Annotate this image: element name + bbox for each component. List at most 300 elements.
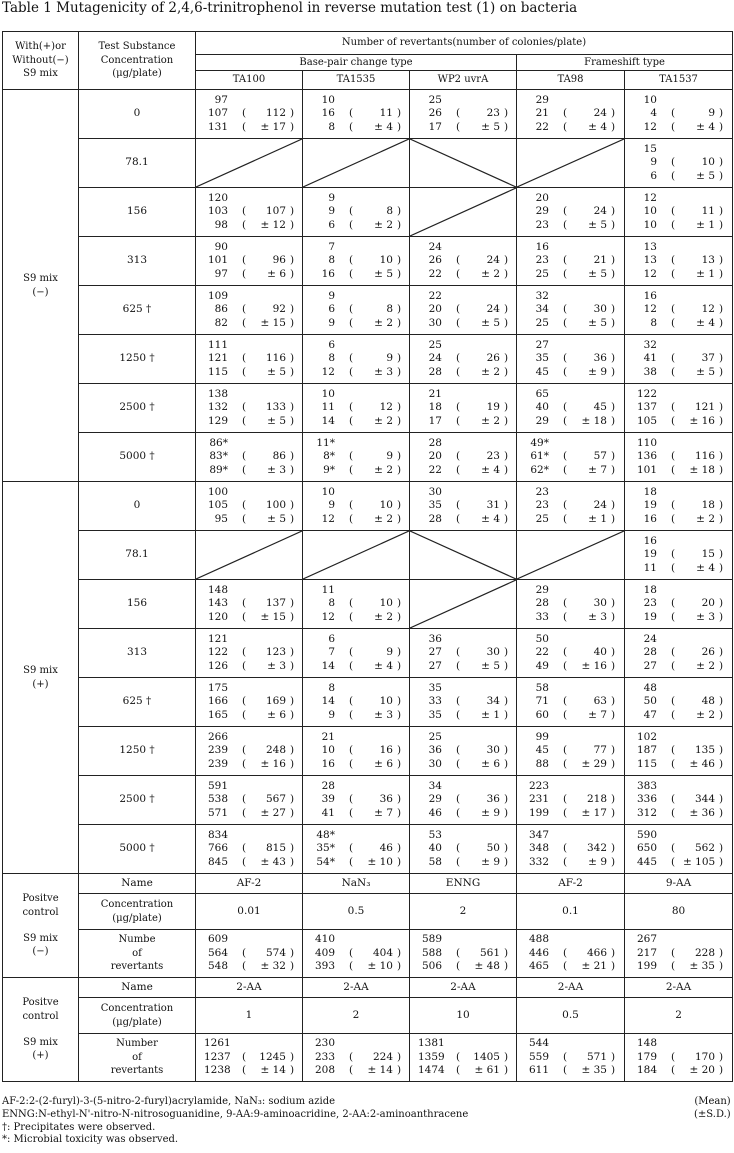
value-line: [196, 731, 302, 745]
paren-open: (: [563, 463, 568, 476]
label-line: (μg/plate): [112, 68, 162, 80]
paren-open: (: [349, 352, 354, 365]
plus-minus: ±: [689, 960, 702, 973]
value-line: [410, 366, 516, 380]
value-line: [517, 584, 624, 598]
value-line: [303, 646, 409, 660]
paren-close: ): [719, 1064, 724, 1077]
sd-value: [575, 219, 607, 233]
value-line: [625, 464, 732, 478]
plate-count: 24: [428, 352, 442, 365]
mean-value: 9: [386, 646, 393, 659]
sd-number: 20: [701, 1064, 715, 1077]
plate-count: 266: [207, 730, 228, 743]
mutagenicity-table: [2, 31, 733, 1082]
plus-minus: ±: [581, 960, 594, 973]
plate-count: 40: [428, 842, 442, 855]
plate-count: 9: [328, 708, 335, 721]
value-line: [196, 450, 302, 464]
revertant-cell: [303, 237, 410, 286]
plate-count: 95: [214, 512, 228, 525]
mean-value: 116: [694, 450, 715, 463]
sd-number: 16: [593, 659, 607, 672]
paren-open: (: [456, 695, 461, 708]
value-line: [517, 317, 624, 331]
plus-minus: ±: [374, 316, 387, 329]
plate-count: 12: [321, 610, 335, 623]
positive-concentration: 0.1: [517, 894, 625, 930]
sd-number: 61: [486, 1064, 500, 1077]
value-line: [303, 731, 409, 745]
revertant-cell: [625, 482, 733, 531]
revertant-values: [517, 780, 624, 821]
plus-minus: ±: [588, 463, 601, 476]
paren-close: ): [719, 156, 724, 169]
plate-count: 650: [636, 842, 657, 855]
value-line: [517, 450, 624, 464]
paren-open: (: [349, 1050, 354, 1063]
sd-number: 1: [708, 218, 715, 231]
label-line: Positve: [22, 893, 59, 905]
paren-close: ): [719, 205, 724, 218]
mean-value: 137: [265, 597, 286, 610]
revertant-cell: [303, 531, 410, 580]
plus-minus: ±: [374, 708, 387, 721]
mean-value: 562: [694, 842, 715, 855]
sd-number: 5: [708, 365, 715, 378]
sd-value: [575, 758, 607, 772]
value-line: [196, 192, 302, 206]
revertant-cell: [196, 727, 303, 776]
sd-value: [254, 611, 286, 625]
sd-number: 9: [493, 806, 500, 819]
sd-value: [575, 709, 607, 723]
value-line: [410, 339, 516, 353]
value-line: [625, 513, 732, 527]
paren-close: ): [397, 267, 402, 280]
revertant-cell: [625, 335, 733, 384]
paren-close: ): [719, 218, 724, 231]
plate-count: 17: [428, 120, 442, 133]
value-line: [410, 352, 516, 366]
diagonal-line: [517, 139, 624, 187]
paren-close: ): [611, 512, 616, 525]
plate-count: 488: [528, 933, 549, 946]
paren-close: ): [504, 414, 509, 427]
revertant-values: [625, 1037, 732, 1078]
revertant-values: [410, 780, 516, 821]
plate-count: 27: [535, 338, 549, 351]
mean-value: 19: [486, 401, 500, 414]
diagonal-line: [410, 580, 516, 628]
revertant-values: [625, 682, 732, 723]
plate-count: 11: [321, 583, 335, 596]
value-line: [303, 499, 409, 513]
sd-number: 4: [386, 659, 393, 672]
plate-count: 9: [328, 191, 335, 204]
value-line: [517, 933, 624, 947]
revertant-values: [196, 1037, 302, 1078]
positive-substance-name: ENNG: [410, 874, 517, 894]
revertant-values: [410, 241, 516, 282]
plate-count: 16: [321, 757, 335, 770]
table-row: [3, 678, 733, 727]
concentration-cell: 0: [79, 482, 196, 531]
plate-count: 12: [643, 267, 657, 280]
plate-count: 99: [535, 730, 549, 743]
mean-value: 34: [486, 695, 500, 708]
revertant-cell: [303, 629, 410, 678]
revertant-values: [517, 731, 624, 772]
table-title: Table 1 Mutagenicity of 2,4,6-trinitrophenol in reverse mutation test (1) on bacteria: [2, 0, 578, 16]
mean-value: 96: [272, 254, 286, 267]
value-line: [303, 856, 409, 870]
value-line: [517, 486, 624, 500]
revertant-values: [303, 933, 409, 974]
label-line: Concentration: [100, 54, 174, 66]
paren-open: (: [563, 806, 568, 819]
value-line: [625, 268, 732, 282]
plate-count: 12: [321, 365, 335, 378]
paren-open: (: [242, 414, 247, 427]
value-line: [196, 388, 302, 402]
revertant-values: [517, 192, 624, 233]
value-line: [410, 1064, 516, 1078]
paren-open: (: [671, 946, 676, 959]
value-line: [410, 401, 516, 415]
paren-open: (: [349, 450, 354, 463]
value-line: [625, 121, 732, 135]
plate-count: 23: [535, 499, 549, 512]
value-line: [303, 829, 409, 843]
value-line: [625, 856, 732, 870]
plus-minus: ±: [481, 512, 494, 525]
plus-minus: ±: [696, 659, 709, 672]
value-line: [303, 352, 409, 366]
sd-number: 4: [493, 463, 500, 476]
plate-count: 11*: [316, 436, 335, 449]
mean-value: 224: [372, 1050, 393, 1063]
value-line: [410, 241, 516, 255]
paren-open: (: [563, 659, 568, 672]
sd-number: 6: [279, 267, 286, 280]
value-line: [517, 744, 624, 758]
paren-open: (: [242, 1064, 247, 1077]
value-line: [625, 450, 732, 464]
table-row: [3, 531, 733, 580]
sd-number: 6: [386, 757, 393, 770]
revertant-values: [196, 486, 302, 527]
plate-count: 1237: [204, 1050, 231, 1063]
revertant-cell: [410, 482, 517, 531]
label-line: Without(−): [12, 54, 69, 66]
paren-open: (: [456, 1064, 461, 1077]
plate-count: 98: [214, 218, 228, 231]
paren-open: (: [242, 254, 247, 267]
value-line: [410, 94, 516, 108]
paren-close: ): [290, 1064, 295, 1077]
sd-value: [361, 807, 393, 821]
paren-close: ): [397, 610, 402, 623]
concentration-cell: 1250 †: [79, 335, 196, 384]
sd-number: 1: [708, 267, 715, 280]
paren-close: ): [504, 450, 509, 463]
paren-close: ): [504, 659, 509, 672]
revertant-values: [196, 780, 302, 821]
paren-close: ): [719, 610, 724, 623]
mean-value: 30: [486, 646, 500, 659]
paren-close: ): [290, 120, 295, 133]
paren-open: (: [563, 960, 568, 973]
value-line: [303, 709, 409, 723]
plate-count: 559: [528, 1050, 549, 1063]
plate-count: 102: [636, 730, 657, 743]
label-line: S9 mix: [23, 664, 58, 676]
value-line: [196, 646, 302, 660]
mean-value: 12: [379, 401, 393, 414]
revertant-cell: [517, 629, 625, 678]
revertant-values: [625, 731, 732, 772]
paren-close: ): [504, 120, 509, 133]
revertant-values: [303, 633, 409, 674]
paren-open: (: [563, 450, 568, 463]
plate-count: 10: [643, 93, 657, 106]
value-line: [196, 660, 302, 674]
value-line: [303, 947, 409, 961]
sd-value: [575, 464, 607, 478]
sd-number: 1: [600, 512, 607, 525]
paren-close: ): [397, 793, 402, 806]
paren-close: ): [504, 842, 509, 855]
value-line: [303, 205, 409, 219]
mean-value: 9: [386, 352, 393, 365]
positive-substance-name: AF-2: [196, 874, 303, 894]
table-row: [3, 580, 733, 629]
value-line: [196, 317, 302, 331]
sd-value: [683, 121, 715, 135]
paren-close: ): [290, 254, 295, 267]
sd-number: 18: [701, 463, 715, 476]
mean-value: 63: [593, 695, 607, 708]
plus-minus: ±: [481, 855, 494, 868]
plate-count: 49: [535, 659, 549, 672]
revertant-cell: [303, 433, 410, 482]
value-line: [517, 780, 624, 794]
value-line: [517, 682, 624, 696]
paren-open: (: [242, 205, 247, 218]
label-line: (μg/plate): [112, 912, 162, 924]
value-line: [196, 486, 302, 500]
sd-value: [468, 268, 500, 282]
value-line: [196, 793, 302, 807]
mean-value: 116: [265, 352, 286, 365]
positive-concentration: 1: [196, 998, 303, 1034]
paren-close: ): [611, 946, 616, 959]
revertant-cell: [517, 139, 625, 188]
sd-value: [254, 366, 286, 380]
revertant-cell: [410, 629, 517, 678]
revertant-values: [196, 682, 302, 723]
revertant-cell: [517, 237, 625, 286]
plate-count: 33: [535, 610, 549, 623]
paren-open: (: [563, 303, 568, 316]
sd-value: [361, 366, 393, 380]
plate-count: 14: [321, 695, 335, 708]
value-line: [303, 94, 409, 108]
revertant-cell: [517, 1034, 625, 1082]
plate-count: 8: [328, 352, 335, 365]
revertant-values: [410, 731, 516, 772]
mean-value: 567: [265, 793, 286, 806]
paren-open: (: [671, 1050, 676, 1063]
mean-value: 100: [265, 499, 286, 512]
plate-count: 16: [643, 512, 657, 525]
sd-value: [254, 807, 286, 821]
diagonal-line: [410, 188, 516, 236]
revertant-cell: [410, 825, 517, 874]
paren-close: ): [290, 695, 295, 708]
revertant-cell: [517, 930, 625, 978]
concentration-cell: 5000 †: [79, 433, 196, 482]
paren-open: (: [671, 205, 676, 218]
revertant-values: [517, 94, 624, 135]
legend-sd: (±S.D.): [694, 1108, 731, 1120]
plate-count: 18: [643, 485, 657, 498]
paren-open: (: [242, 659, 247, 672]
sd-value: [361, 709, 393, 723]
paren-close: ): [719, 597, 724, 610]
value-line: [196, 254, 302, 268]
paren-close: ): [397, 254, 402, 267]
plus-minus: ±: [696, 169, 709, 182]
plate-count: 465: [528, 960, 549, 973]
plate-count: 109: [207, 289, 228, 302]
value-line: [196, 107, 302, 121]
value-line: [625, 241, 732, 255]
revertant-cell: [303, 776, 410, 825]
plate-count: 538: [207, 793, 228, 806]
concentration-cell: 156: [79, 188, 196, 237]
plus-minus: ±: [267, 512, 280, 525]
revertant-cell: [196, 286, 303, 335]
paren-close: ): [397, 1050, 402, 1063]
positive-concentration: 0.5: [517, 998, 625, 1034]
plate-count: 1359: [418, 1050, 445, 1063]
plate-count: 332: [528, 855, 549, 868]
mean-value: 10: [379, 695, 393, 708]
concentration-cell: 78.1: [79, 139, 196, 188]
value-line: [196, 352, 302, 366]
plate-count: 30: [428, 757, 442, 770]
name-label: Name: [79, 978, 196, 998]
paren-open: (: [242, 512, 247, 525]
plus-minus: ±: [581, 1064, 594, 1077]
plus-minus: ±: [367, 960, 380, 973]
table-row: [3, 482, 733, 531]
paren-open: (: [671, 512, 676, 525]
paren-close: ): [504, 695, 509, 708]
value-line: [410, 388, 516, 402]
value-line: [303, 960, 409, 974]
value-line: [625, 1037, 732, 1051]
sd-number: 43: [272, 855, 286, 868]
paren-open: (: [242, 855, 247, 868]
sd-number: 3: [386, 708, 393, 721]
paren-close: ): [504, 401, 509, 414]
revertant-values: [410, 933, 516, 974]
mean-value: 15: [701, 548, 715, 561]
value-line: [625, 646, 732, 660]
plate-count: 45: [535, 365, 549, 378]
plate-count: 9: [328, 205, 335, 218]
positive-control-label: [3, 874, 79, 978]
plate-count: 16: [643, 289, 657, 302]
value-line: [303, 1037, 409, 1051]
paren-close: ): [611, 365, 616, 378]
sd-value: [468, 960, 500, 974]
paren-open: (: [242, 450, 247, 463]
label-line: S9 mix: [23, 272, 58, 284]
revertant-cell: [196, 433, 303, 482]
paren-open: (: [349, 946, 354, 959]
strain-header: TA98: [517, 71, 625, 90]
paren-close: ): [397, 450, 402, 463]
plate-count: 21: [321, 730, 335, 743]
plus-minus: ±: [267, 659, 280, 672]
plus-minus: ±: [374, 659, 387, 672]
sd-value: [468, 807, 500, 821]
paren-close: ): [719, 946, 724, 959]
value-line: [625, 205, 732, 219]
positive-concentration: 10: [410, 998, 517, 1034]
paren-open: (: [671, 352, 676, 365]
positive-concentration: 80: [625, 894, 733, 930]
plate-count: 6: [328, 303, 335, 316]
label-line: Positve: [22, 997, 59, 1009]
sd-value: [575, 960, 607, 974]
value-line: [517, 290, 624, 304]
value-line: [517, 660, 624, 674]
paren-open: (: [671, 414, 676, 427]
paren-close: ): [290, 352, 295, 365]
value-line: [625, 107, 732, 121]
plus-minus: ±: [581, 806, 594, 819]
paren-close: ): [611, 695, 616, 708]
concentration-cell: 0: [79, 90, 196, 139]
value-line: [196, 1051, 302, 1065]
sd-value: [683, 709, 715, 723]
plate-count: 548: [207, 960, 228, 973]
plate-count: 35: [428, 708, 442, 721]
plus-minus: ±: [683, 855, 696, 868]
diagonal-line: [410, 139, 516, 187]
revertant-cell: [625, 286, 733, 335]
sd-value: [683, 562, 715, 576]
value-line: [196, 121, 302, 135]
plate-count: 82: [214, 316, 228, 329]
mean-value: 40: [593, 646, 607, 659]
revertant-values: [303, 486, 409, 527]
plate-count: 29: [428, 793, 442, 806]
paren-open: (: [671, 646, 676, 659]
revertant-cell: [303, 286, 410, 335]
plate-count: 19: [643, 610, 657, 623]
paren-close: ): [290, 757, 295, 770]
s9-group-label: [3, 90, 79, 482]
paren-open: (: [456, 806, 461, 819]
revertant-values: [303, 584, 409, 625]
plate-count: 32: [535, 289, 549, 302]
